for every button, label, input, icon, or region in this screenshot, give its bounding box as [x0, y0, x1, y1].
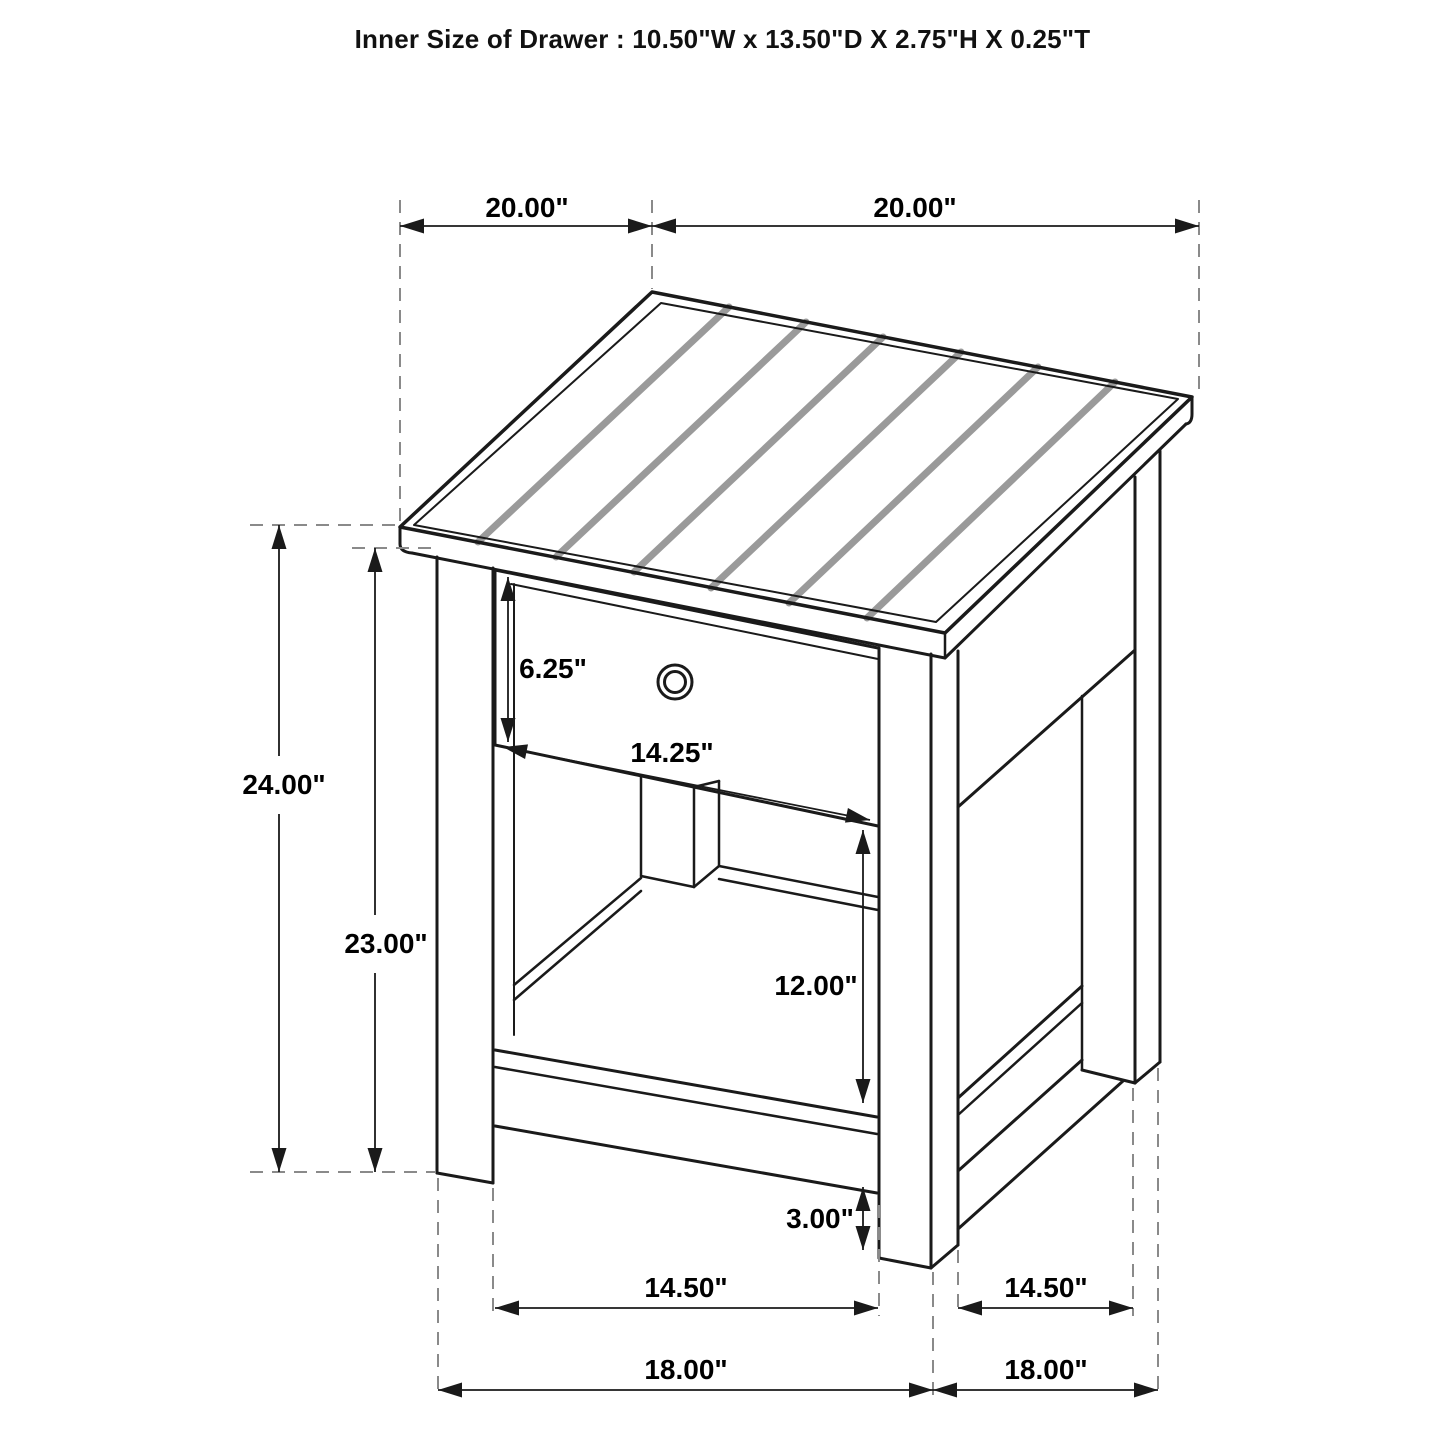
front-right-leg-side-bottom: [931, 1245, 958, 1268]
tabletop-inset: [414, 303, 1178, 622]
dimension-inner-width-front: [495, 1272, 878, 1316]
dimension-arrowhead: [958, 1301, 982, 1316]
dimension-arrowhead: [1175, 219, 1199, 234]
dimension-overall-height: [242, 525, 325, 1172]
dimension-top-depth: [400, 192, 652, 234]
side-stretcher-top: [958, 1060, 1082, 1171]
side-panel-bottom: [958, 650, 1135, 807]
dimension-arrowhead: [368, 548, 383, 572]
divider-bottom: [641, 876, 694, 887]
dimension-label-leg-height: 23.00": [344, 928, 428, 959]
dimension-shelf-clearance: [774, 830, 870, 1103]
dimension-arrowhead: [856, 1226, 871, 1250]
dimension-arrowhead: [854, 1301, 878, 1316]
dimension-label-shelf-clearance: 12.00": [774, 970, 858, 1001]
dimension-arrowhead: [856, 1079, 871, 1103]
dimension-arrowhead: [1109, 1301, 1133, 1316]
tabletop-plank-groove: [478, 307, 729, 542]
furniture-line-art: [400, 292, 1192, 1268]
dimension-label-base-width: 18.00": [644, 1354, 728, 1385]
dimension-arrowhead: [495, 1301, 519, 1316]
dimension-label-top-depth: 20.00": [485, 192, 569, 223]
drawer-knob-inner: [665, 672, 686, 693]
dimension-floor-clearance: [786, 1187, 870, 1250]
divider-side-bottom: [694, 866, 719, 887]
drawer-frame-inner-top: [511, 584, 878, 659]
dimension-label-drawer-width: 14.25": [630, 737, 714, 768]
dimension-arrowhead: [368, 1148, 383, 1172]
diagram-title: Inner Size of Drawer : 10.50"W x 13.50"D X 2.75"H X 0.25"T: [354, 24, 1091, 54]
dimension-arrowhead: [933, 1383, 957, 1398]
dimension-label-inner-width-front: 14.50": [644, 1272, 728, 1303]
dimension-base-depth: [933, 1354, 1158, 1398]
dimension-arrowhead: [400, 219, 424, 234]
dimension-label-inner-depth-side: 14.50": [1004, 1272, 1088, 1303]
interior-left-floor-1: [514, 878, 641, 985]
tabletop-plank-groove: [867, 382, 1115, 618]
shelf-front-top: [495, 1050, 877, 1117]
dimension-arrowhead: [909, 1383, 933, 1398]
side-stretcher-bottom: [958, 1081, 1123, 1229]
dimension-arrowhead: [845, 808, 870, 823]
dimension-arrowhead: [652, 219, 676, 234]
dimension-label-overall-height: 24.00": [242, 769, 326, 800]
tabletop-plank-groove: [556, 322, 806, 557]
stretcher-front-bottom: [495, 1126, 877, 1193]
dimension-top-width: [652, 192, 1199, 234]
side-shelf-top: [958, 986, 1082, 1098]
tabletop-outer: [400, 292, 1192, 633]
interior-right-floor-1: [719, 866, 878, 897]
dimension-arrowhead: [628, 219, 652, 234]
dimension-arrowhead: [1134, 1383, 1158, 1398]
tabletop-plank-groove: [711, 352, 961, 588]
dimension-leg-height: [344, 548, 427, 1172]
extension-lines: [250, 200, 1199, 1398]
dimension-arrowhead: [438, 1383, 462, 1398]
rear-foot-bottom: [1082, 1070, 1135, 1083]
dimension-inner-depth-side: [958, 1272, 1133, 1316]
tabletop-plank-groove: [634, 337, 883, 572]
dimension-arrowhead: [272, 1148, 287, 1172]
rear-foot-right: [1135, 1062, 1160, 1083]
interior-left-floor-2: [514, 891, 641, 1000]
tabletop-corner-left: [400, 527, 412, 553]
tabletop-plank-groove: [789, 367, 1038, 603]
dimension-annotations: [242, 192, 1199, 1398]
dimension-label-base-depth: 18.00": [1004, 1354, 1088, 1385]
front-right-leg-bottom: [879, 1258, 931, 1268]
interior-right-floor-2: [719, 879, 878, 910]
dimension-label-drawer-height: 6.25": [519, 653, 587, 684]
shelf-front-bottom: [495, 1067, 877, 1134]
dimension-base-width: [438, 1354, 933, 1398]
dimension-label-floor-clearance: 3.00": [786, 1203, 854, 1234]
tabletop-bottom-right: [945, 424, 1186, 658]
front-left-leg-bottom: [437, 1173, 493, 1183]
dimension-arrowhead: [856, 830, 871, 854]
side-shelf-bottom: [958, 1003, 1082, 1115]
dimension-label-top-width: 20.00": [873, 192, 957, 223]
dimension-drawer-width: [503, 737, 870, 823]
dimension-arrowhead: [272, 525, 287, 549]
